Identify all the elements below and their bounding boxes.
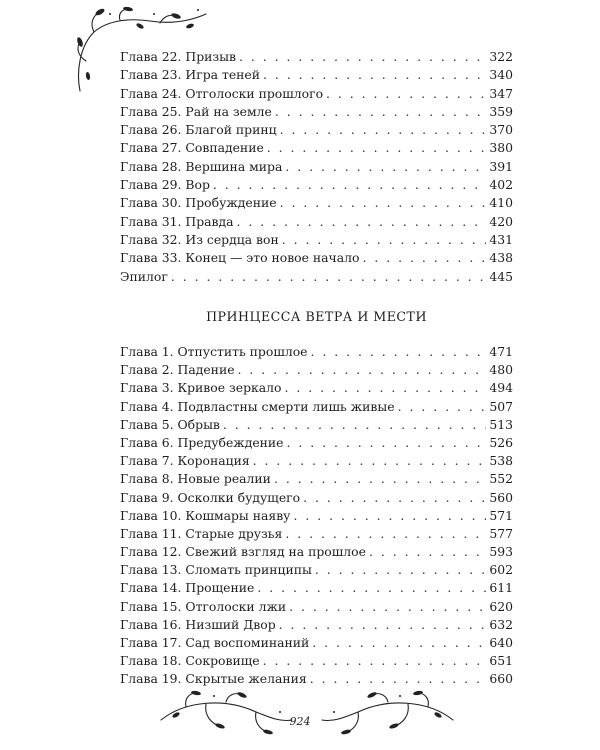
toc-entry-page: 480: [489, 362, 513, 378]
toc-entry-title: Глава 16. Низший Двор: [120, 616, 276, 632]
toc-entry-title: Глава 32. Из сердца вон: [120, 231, 279, 247]
toc-entry: [120, 670, 513, 688]
page-number: 924: [289, 715, 311, 728]
toc-entry: [120, 231, 513, 249]
floral-ornament-bottom-right-icon: [318, 690, 458, 742]
toc-entry: [120, 525, 513, 543]
toc-entry-page: 571: [489, 507, 513, 523]
toc-dot-leader: [287, 434, 487, 452]
toc-dot-leader: [274, 470, 486, 488]
toc-dot-leader: [289, 598, 486, 616]
toc-dot-leader: [238, 361, 487, 379]
toc-entry-title: Глава 10. Кошмары наяву: [120, 507, 291, 523]
toc-entry-page: 391: [489, 158, 513, 174]
toc-dot-leader: [303, 489, 486, 507]
toc-entry-title: Глава 2. Падение: [120, 362, 235, 378]
toc-dot-leader: [263, 66, 486, 84]
toc-entry: [120, 452, 513, 470]
toc-entry: [120, 507, 513, 525]
toc-entry-page: 593: [489, 544, 513, 560]
toc-entry: [120, 66, 513, 84]
toc-entry: [120, 416, 513, 434]
toc-entry-page: 322: [489, 49, 513, 64]
toc-entry-title: Глава 14. Прощение: [120, 580, 255, 596]
toc-entry-title: Глава 11. Старые друзья: [120, 525, 283, 541]
toc-entry-page: 347: [489, 85, 513, 101]
toc-entry-page: 340: [489, 67, 513, 83]
toc-entry-title: Глава 22. Призыв: [120, 49, 236, 64]
toc-dot-leader: [285, 158, 486, 176]
toc-entry-title: Глава 23. Игра теней: [120, 67, 260, 83]
toc-entry-title: Глава 15. Отголоски лжи: [120, 598, 287, 614]
toc-entry: [120, 139, 513, 157]
toc-entry-title: Глава 27. Совпадение: [120, 140, 264, 156]
toc-entry-title: Глава 31. Правда: [120, 213, 234, 229]
toc-entry-title: Глава 29. Вор: [120, 177, 210, 193]
toc-entry-page: 513: [489, 416, 513, 432]
toc-dot-leader: [362, 249, 486, 267]
toc-entry-page: 611: [489, 580, 513, 596]
toc-entry-page: 471: [489, 344, 513, 359]
toc-dot-leader: [285, 379, 487, 397]
toc-dot-leader: [263, 652, 487, 670]
toc-entry-title: Глава 30. Пробуждение: [120, 195, 277, 211]
toc-entry-title: Глава 13. Сломать принципы: [120, 562, 312, 578]
section-heading: ПРИНЦЕССА ВЕТРА И МЕСТИ: [206, 309, 427, 324]
toc-entry-page: 552: [489, 471, 513, 487]
toc-entry: [120, 249, 513, 267]
toc-entry-title: Глава 1. Отпустить прошлое: [120, 344, 308, 359]
toc-entry-page: 359: [489, 103, 513, 119]
toc-entry-page: 651: [489, 653, 513, 669]
toc-entry-title: Эпилог: [120, 268, 168, 284]
toc-entry-title: Глава 7. Коронация: [120, 453, 250, 469]
toc-entry-page: 370: [489, 122, 513, 138]
toc-entry: [120, 543, 513, 561]
toc-entry-title: Глава 25. Рай на земле: [120, 103, 272, 119]
toc-entry: [120, 103, 513, 121]
toc-list-part1: [120, 48, 513, 286]
toc-entry-page: 620: [489, 598, 513, 614]
toc-dot-leader: [310, 670, 487, 688]
floral-ornament-bottom-left-icon: [156, 690, 296, 742]
toc-entry-page: 402: [489, 177, 513, 193]
toc-entry-page: 420: [489, 213, 513, 229]
toc-entry: [120, 268, 513, 286]
toc-entry-title: Глава 9. Осколки будущего: [120, 489, 301, 505]
toc-dot-leader: [279, 616, 487, 634]
toc-entry-page: 602: [489, 562, 513, 578]
toc-entry: [120, 194, 513, 212]
toc-list-part2: [120, 343, 513, 689]
toc-dot-leader: [326, 85, 486, 103]
toc-entry-page: 577: [489, 525, 513, 541]
toc-entry: [120, 121, 513, 139]
toc-entry: [120, 634, 513, 652]
toc-entry: [120, 489, 513, 507]
toc-entry-page: 526: [489, 434, 513, 450]
toc-entry: [120, 434, 513, 452]
toc-entry-page: 445: [489, 268, 513, 284]
toc-dot-leader: [312, 634, 486, 652]
toc-entry-page: 380: [489, 140, 513, 156]
toc-entry: [120, 398, 513, 416]
toc-entry: [120, 158, 513, 176]
toc-dot-leader: [257, 579, 486, 597]
toc-entry-page: 640: [489, 635, 513, 650]
toc-entry-title: Глава 28. Вершина мира: [120, 158, 283, 174]
toc-entry-title: Глава 5. Обрыв: [120, 416, 220, 432]
toc-entry-title: Глава 19. Скрытые желания: [120, 671, 307, 687]
toc-dot-leader: [267, 139, 487, 157]
toc-entry: [120, 652, 513, 670]
toc-entry-title: Глава 24. Отголоски прошлого: [120, 85, 324, 101]
toc-entry-title: Глава 3. Кривое зеркало: [120, 380, 282, 396]
toc-entry-title: Глава 8. Новые реалии: [120, 471, 271, 487]
toc-dot-leader: [253, 452, 487, 470]
toc-entry: [120, 598, 513, 616]
toc-entry-page: 560: [489, 489, 513, 505]
toc-dot-leader: [315, 561, 487, 579]
toc-dot-leader: [369, 543, 486, 561]
toc-entry-title: Глава 18. Сокровище: [120, 653, 260, 669]
toc-entry: [120, 343, 513, 361]
toc-entry: [120, 85, 513, 103]
toc-entry: [120, 213, 513, 231]
toc-entry-title: Глава 33. Конец — это новое начало: [120, 250, 360, 266]
toc-entry: [120, 616, 513, 634]
toc-entry-page: 538: [489, 453, 513, 469]
toc-dot-leader: [275, 103, 486, 121]
toc-entry: [120, 379, 513, 397]
toc-dot-leader: [280, 121, 487, 139]
toc-dot-leader: [293, 507, 486, 525]
toc-dot-leader: [282, 231, 487, 249]
toc-dot-leader: [285, 525, 486, 543]
toc-entry-title: Глава 17. Сад воспоминаний: [120, 635, 310, 650]
toc-entry-page: 438: [489, 250, 513, 266]
toc-entry-page: 431: [489, 231, 513, 247]
toc-dot-leader: [171, 268, 487, 286]
toc-dot-leader: [223, 416, 486, 434]
toc-entry-page: 494: [489, 380, 513, 396]
toc-dot-leader: [239, 48, 486, 66]
toc-entry: [120, 361, 513, 379]
toc-entry-page: 660: [489, 671, 513, 687]
toc-entry: [120, 48, 513, 66]
toc-dot-leader: [280, 194, 487, 212]
toc-entry: [120, 579, 513, 597]
toc-entry-title: Глава 6. Предубеждение: [120, 434, 284, 450]
toc-dot-leader: [237, 213, 487, 231]
toc-entry: [120, 176, 513, 194]
toc-entry: [120, 561, 513, 579]
toc-entry-title: Глава 26. Благой принц: [120, 122, 277, 138]
toc-dot-leader: [398, 398, 487, 416]
toc-entry-page: 410: [489, 195, 513, 211]
toc-entry: [120, 470, 513, 488]
toc-entry-title: Глава 12. Свежий взгляд на прошлое: [120, 544, 366, 560]
toc-entry-page: 632: [489, 616, 513, 632]
toc-entry-page: 507: [489, 398, 513, 414]
toc-dot-leader: [213, 176, 486, 194]
toc-entry-title: Глава 4. Подвластны смерти лишь живые: [120, 398, 395, 414]
toc-dot-leader: [311, 343, 487, 361]
